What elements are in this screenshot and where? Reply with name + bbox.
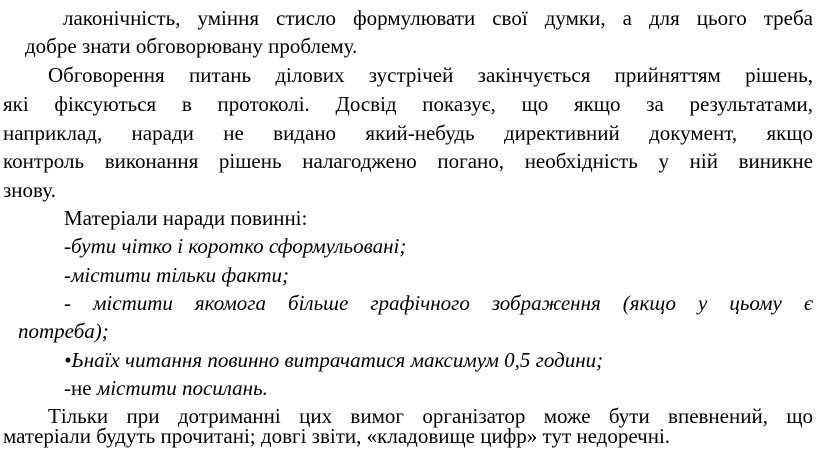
text-line: лаконічність, уміння стисло формулювати свої думки, а для цього треба [63,6,813,30]
text-line: Обговорення питань ділових зустрічей закінчується прийняттям рішень, [48,63,813,87]
text-line: матеріали будуть прочитані; довгі звіти, «кладовище цифр» тут недоречні. [3,424,671,448]
list-item: -бути чітко і коротко сформульовані; [64,234,407,258]
text-line: Матеріали наради повинні: [64,206,308,230]
text-line: наприклад, наради не видано який-небудь директивний документ, якщо [3,121,813,145]
list-item: •Ьнаїх читання повинно витрачатися максимум 0,5 години; [64,348,604,372]
text-line: які фіксуються в протоколі. Досвід показує, що якщо за результатами, [3,92,813,116]
text-line: Тільки при дотриманні цих вимог організатор може бути впевнений, що [48,404,813,428]
text-line: добре знати обговорювану проблему. [25,34,358,58]
list-item: - містити якомога більше графічного зображення (якщо у цьому є [64,291,813,315]
list-item-continuation: потреба); [18,319,109,343]
text-line: контроль виконання рішень налагоджено погано, необхідність у ній виникне [3,149,813,173]
list-item: -містити тільки факти; [64,263,290,287]
list-item-prefix: -не [64,376,92,400]
list-item-text: містити посилань. [96,376,268,400]
text-line: знову. [3,178,56,202]
list-item [64,375,816,401]
